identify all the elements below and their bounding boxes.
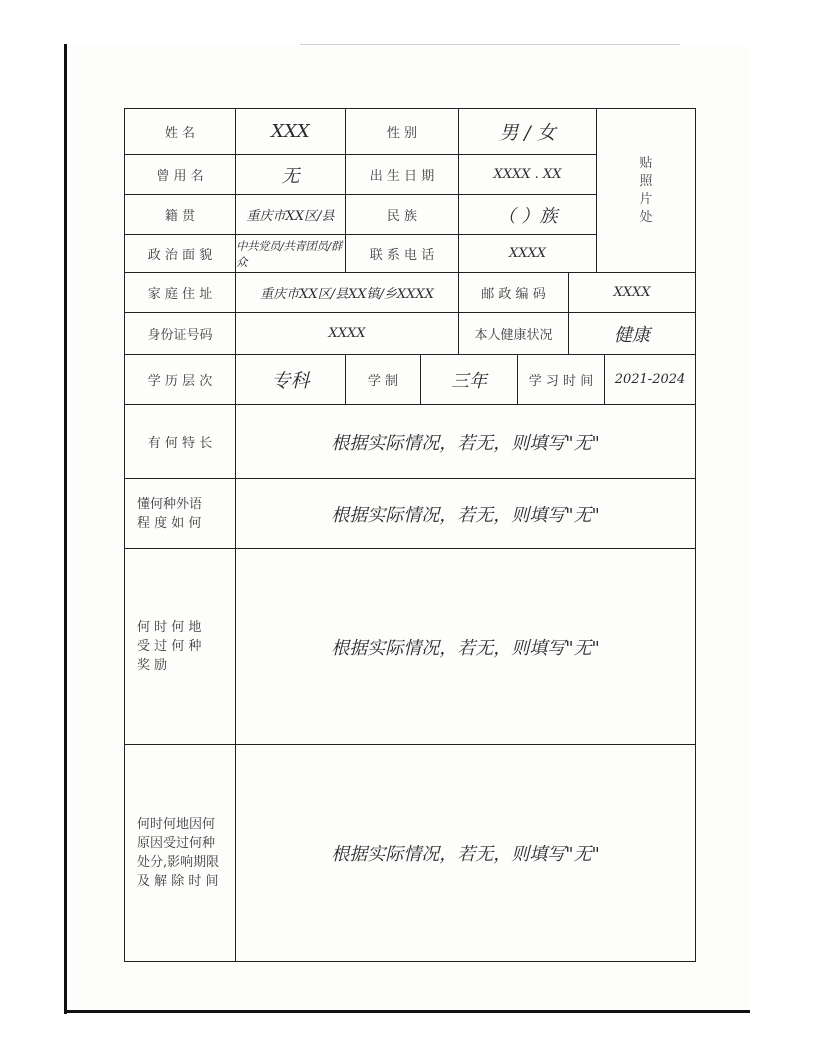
former-name-label: 曾 用 名 (125, 155, 236, 195)
postcode-value[interactable]: XXXX (569, 273, 695, 313)
punishment-label (125, 745, 236, 961)
photo-label-1: 贴 (639, 155, 653, 171)
registration-form (124, 108, 696, 962)
gender-value[interactable]: 男 / 女 (459, 109, 597, 155)
name-value[interactable]: XXX (236, 109, 346, 155)
page-edge-left (64, 44, 67, 1014)
phone-label: 联 系 电 话 (346, 235, 459, 273)
education-level-value[interactable]: 专科 (236, 355, 346, 405)
punishment-label-line1: 何时何地因何 (137, 817, 216, 832)
photo-placeholder[interactable] (597, 109, 695, 273)
photo-label-4: 处 (639, 209, 653, 225)
study-time-label: 学 习 时 间 (518, 355, 605, 405)
awards-value[interactable]: 根据实际情况，若无，则填写"无" (236, 549, 695, 745)
awards-label-line1: 何 时 何 地 (137, 620, 202, 635)
ethnic-label: 民 族 (346, 195, 459, 235)
awards-label (125, 549, 236, 745)
punishment-label-line2: 原因受过何种 (137, 836, 216, 851)
health-label: 本人健康状况 (459, 313, 569, 355)
language-label (125, 479, 236, 549)
gender-label: 性 别 (346, 109, 459, 155)
education-level-label: 学 历 层 次 (125, 355, 236, 405)
punishment-label-line4: 及 解 除 时 间 (137, 874, 219, 889)
ethnic-value[interactable]: （ ）族 (459, 195, 597, 235)
former-name-value[interactable]: 无 (236, 155, 346, 195)
study-system-value[interactable]: 三年 (421, 355, 518, 405)
phone-value[interactable]: XXXX (459, 235, 597, 273)
birth-value[interactable]: XXXX . XX (459, 155, 597, 195)
photo-label-2: 照 (639, 173, 653, 189)
home-address-value[interactable]: 重庆市XX区/县XX镇/乡XXXX (236, 273, 459, 313)
photo-label-3: 片 (639, 191, 653, 207)
punishment-value[interactable]: 根据实际情况，若无，则填写"无" (331, 844, 600, 865)
awards-label-line2: 受 过 何 种 (137, 639, 202, 654)
home-address-label: 家 庭 住 址 (125, 273, 236, 313)
birth-label: 出 生 日 期 (346, 155, 459, 195)
postcode-label: 邮 政 编 码 (459, 273, 569, 313)
native-place-value[interactable]: 重庆市XX区/县 (236, 195, 346, 235)
punishment-label-line3: 处分,影响期限 (137, 855, 220, 870)
political-status-label: 政 治 面 貌 (125, 235, 236, 273)
language-label-line2: 程 度 如 何 (137, 515, 202, 531)
language-value[interactable]: 根据实际情况，若无，则填写"无" (236, 479, 695, 549)
language-label-line1: 懂何种外语 (137, 496, 203, 512)
native-place-label: 籍 贯 (125, 195, 236, 235)
specialty-label: 有 何 特 长 (125, 405, 236, 479)
study-system-label: 学 制 (346, 355, 421, 405)
id-number-label: 身份证号码 (125, 313, 236, 355)
political-status-value[interactable]: 中共党员/共青团员/群众 (236, 235, 346, 273)
id-number-value[interactable]: XXXX (236, 313, 459, 355)
specialty-value[interactable]: 根据实际情况，若无，则填写"无" (236, 405, 695, 479)
health-value[interactable]: 健康 (569, 313, 695, 355)
paper-top-line (300, 44, 680, 45)
awards-label-line3: 奖 励 (137, 658, 168, 673)
page-edge-bottom (64, 1010, 750, 1013)
name-label: 姓 名 (125, 109, 236, 155)
study-time-value[interactable]: 2021-2024 (605, 355, 695, 405)
